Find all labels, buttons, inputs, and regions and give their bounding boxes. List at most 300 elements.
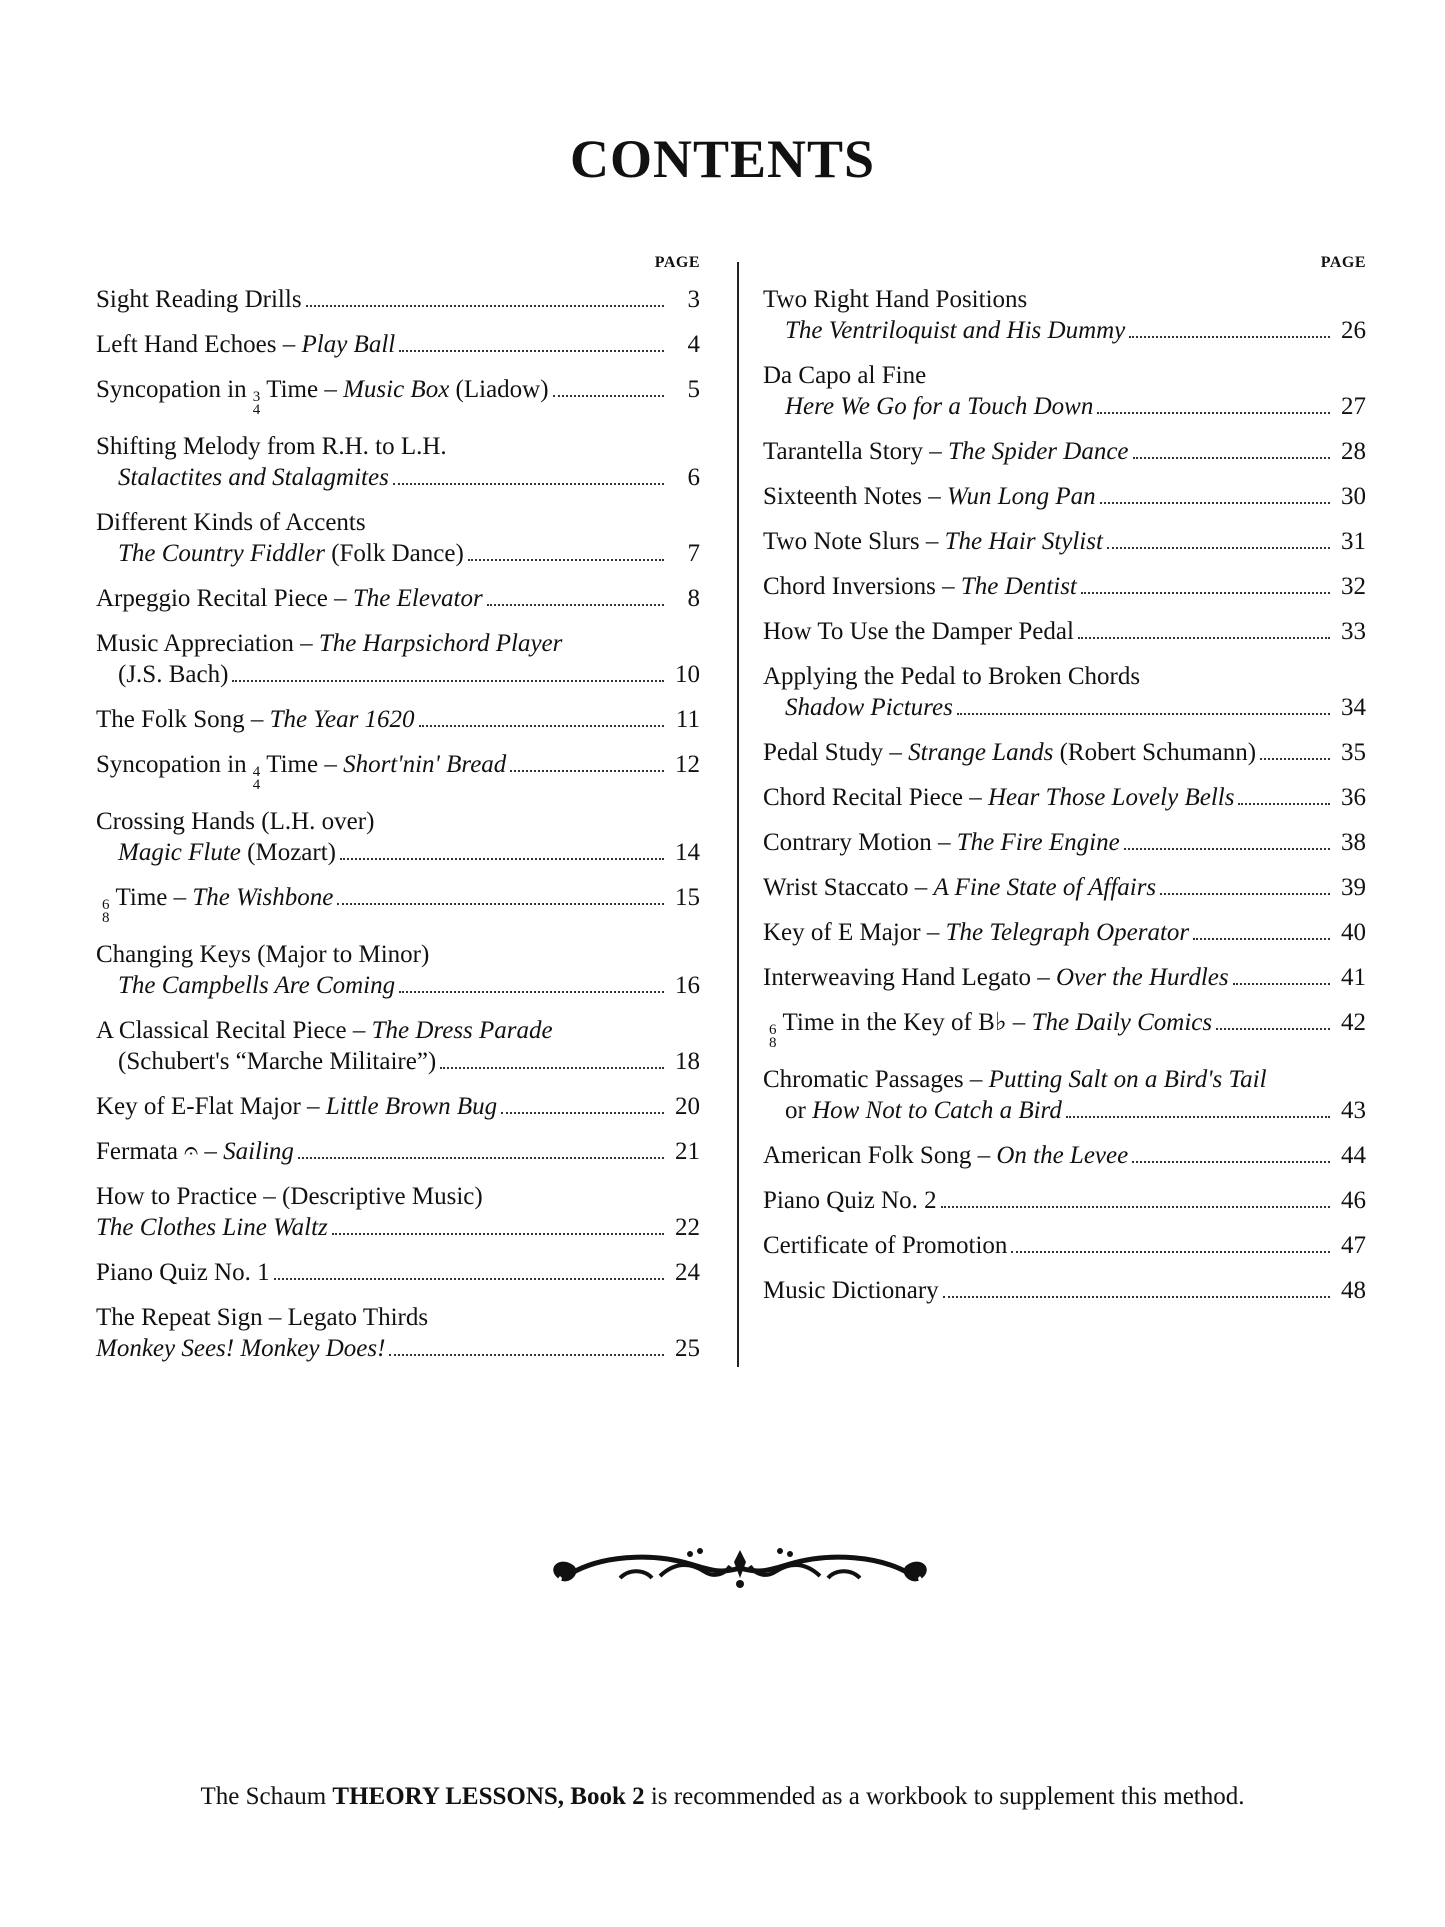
entry-piece-title: A Fine State of Affairs: [933, 874, 1157, 901]
dot-leader: [1100, 502, 1330, 504]
entry-piece-title: Magic Flute: [118, 839, 241, 866]
toc-entry: [763, 616, 1366, 647]
toc-entry-line: [763, 782, 1366, 813]
entry-piece-title: The Daily Comics: [1031, 1009, 1213, 1036]
dot-leader: [1133, 457, 1330, 459]
entry-piece-title: Over the Hurdles: [1055, 964, 1229, 991]
dot-leader: [274, 1278, 664, 1280]
toc-entry-line: [763, 661, 1366, 692]
contents-list-left: [96, 284, 700, 1364]
page-number: 41: [1341, 964, 1366, 991]
dot-leader: [1081, 592, 1330, 594]
entry-text: Contrary Motion –: [763, 829, 957, 856]
toc-entry: [763, 284, 1366, 346]
toc-entry-title: [763, 526, 1103, 557]
entry-text: Time –: [266, 376, 344, 403]
dot-leader: [1066, 1116, 1330, 1118]
time-signature-top: 6: [102, 897, 110, 913]
toc-entry: [96, 329, 700, 360]
toc-entry-line: [96, 374, 700, 417]
toc-entry-title: [763, 1064, 1267, 1095]
entry-piece-title: The Hair Stylist: [944, 528, 1103, 555]
dot-leader: [232, 680, 664, 682]
entry-text: Sixteenth Notes –: [763, 483, 948, 510]
page-number: 33: [1341, 618, 1366, 645]
entry-text: Time –: [115, 884, 193, 911]
entry-text: –: [198, 1138, 224, 1165]
footer-post: is recommended as a workbook to supplement this method.: [644, 1783, 1245, 1810]
toc-entry-line: [763, 1275, 1366, 1306]
toc-entry-subtitle: [118, 837, 336, 868]
toc-entry-line: [96, 939, 700, 970]
dot-leader: [1216, 1028, 1330, 1030]
page-number: 15: [675, 884, 700, 911]
dot-leader: [553, 395, 664, 397]
toc-entry-title: [763, 827, 1120, 858]
toc-entry: [96, 1302, 700, 1364]
toc-entry-title: [763, 782, 1234, 813]
page-number: 48: [1341, 1277, 1366, 1304]
page-number: 10: [675, 661, 700, 688]
page-column-label: PAGE: [654, 254, 700, 271]
toc-entry-title: [96, 704, 415, 735]
dot-leader: [1160, 893, 1330, 895]
toc-entry: [763, 962, 1366, 993]
entry-text: (Schubert's “Marche Militaire”): [118, 1048, 437, 1075]
entry-text: Chord Inversions –: [763, 573, 961, 600]
toc-entry-line: [763, 872, 1366, 903]
toc-entry: [763, 917, 1366, 948]
toc-entry: [763, 1064, 1366, 1126]
entry-text: Wrist Staccato –: [763, 874, 934, 901]
toc-entry-line: [96, 1136, 700, 1167]
time-signature-bottom: 4: [252, 402, 261, 418]
toc-entry-line: [96, 1212, 700, 1243]
toc-entry-line: [96, 462, 700, 493]
dot-leader: [1193, 938, 1330, 940]
toc-entry-title: [96, 1257, 270, 1288]
page-number: 30: [1341, 483, 1366, 510]
dot-leader: [510, 770, 664, 772]
toc-entry: [96, 1015, 700, 1077]
dot-leader: [399, 350, 664, 352]
entry-text: Piano Quiz No. 1: [96, 1259, 270, 1286]
toc-entry-title: [96, 374, 549, 417]
dot-leader: [440, 1067, 664, 1069]
toc-entry-title: [96, 431, 447, 462]
toc-entry-line: [96, 431, 700, 462]
toc-entry: [96, 374, 700, 417]
toc-entry-subtitle: [96, 1333, 385, 1364]
toc-entry-title: [763, 481, 1096, 512]
toc-entry-title: [96, 882, 333, 925]
toc-entry-line: [96, 837, 700, 868]
entry-piece-title: Wun Long Pan: [947, 483, 1096, 510]
toc-entry-title: [763, 917, 1189, 948]
toc-entry-line: [763, 571, 1366, 602]
toc-entry-title: [96, 1015, 553, 1046]
toc-entry: [763, 1230, 1366, 1261]
toc-entry-line: [763, 526, 1366, 557]
toc-entry-title: [96, 507, 366, 538]
toc-entry-line: [96, 1333, 700, 1364]
dot-leader: [1129, 336, 1330, 338]
toc-entry-line: [763, 962, 1366, 993]
page-number: 38: [1341, 829, 1366, 856]
page-number: 34: [1341, 694, 1366, 721]
toc-entry-title: [96, 939, 429, 970]
toc-entry: [763, 571, 1366, 602]
page-number: 7: [687, 540, 700, 567]
time-signature: [102, 899, 110, 925]
toc-entry: [96, 806, 700, 868]
toc-entry-line: [763, 436, 1366, 467]
dot-leader: [943, 1296, 1330, 1298]
contents-list-right: [763, 284, 1366, 1306]
toc-entry-line: [763, 284, 1366, 315]
fermata-icon: 𝄐: [184, 1138, 199, 1165]
entry-piece-title: The Wishbone: [192, 884, 334, 911]
dot-leader: [1097, 412, 1330, 414]
entry-text: or: [785, 1097, 813, 1124]
toc-entry: [763, 661, 1366, 723]
dot-leader: [337, 903, 664, 905]
entry-piece-title: The Year 1620: [269, 706, 415, 733]
dot-leader: [501, 1112, 664, 1114]
page-number: 35: [1341, 739, 1366, 766]
toc-entry-title: [763, 284, 1027, 315]
time-signature-top: 3: [252, 389, 261, 405]
toc-entry-line: [96, 329, 700, 360]
toc-entry-subtitle: [96, 1212, 328, 1243]
page-number: 42: [1341, 1009, 1366, 1036]
entry-piece-title: Strange Lands: [908, 739, 1054, 766]
dot-leader: [393, 483, 664, 485]
toc-entry-line: [96, 1015, 700, 1046]
toc-entry: [763, 526, 1366, 557]
entry-piece-title: Little Brown Bug: [325, 1093, 498, 1120]
entry-text: Tarantella Story –: [763, 438, 948, 465]
toc-entry-line: [763, 360, 1366, 391]
page-number: 21: [675, 1138, 700, 1165]
dot-leader: [487, 604, 664, 606]
entry-piece-title: Music Box: [343, 376, 450, 403]
dot-leader: [389, 1354, 664, 1356]
page-number: 31: [1341, 528, 1366, 555]
column-divider: [737, 262, 739, 1367]
toc-entry: [763, 737, 1366, 768]
entry-text: Left Hand Echoes –: [96, 331, 302, 358]
toc-entry-subtitle: [118, 1046, 436, 1077]
entry-text: Chromatic Passages –: [763, 1066, 989, 1093]
entry-piece-title: Play Ball: [301, 331, 396, 358]
entry-piece-title: The Dentist: [960, 573, 1077, 600]
page-number: 6: [687, 464, 700, 491]
dot-leader: [1233, 983, 1330, 985]
toc-entry-line: [96, 1257, 700, 1288]
page-number: 47: [1341, 1232, 1366, 1259]
toc-entry: [96, 1136, 700, 1167]
toc-entry-line: [763, 692, 1366, 723]
entry-text: Key of E Major –: [763, 919, 946, 946]
time-signature-top: 6: [769, 1022, 777, 1038]
entry-text: Shifting Melody from R.H. to L.H.: [96, 433, 447, 460]
toc-entry: [763, 360, 1366, 422]
entry-text: (Liadow): [449, 376, 549, 403]
dot-leader: [468, 559, 664, 561]
toc-entry-title: [96, 1302, 428, 1333]
entry-text: How to Practice – (Descriptive Music): [96, 1183, 483, 1210]
entry-piece-title: The Telegraph Operator: [945, 919, 1190, 946]
toc-entry: [763, 481, 1366, 512]
entry-piece-title: The Country Fiddler: [118, 540, 325, 567]
entry-text: Da Capo al Fine: [763, 362, 927, 389]
dot-leader: [1107, 547, 1330, 549]
toc-entry-line: [96, 1302, 700, 1333]
page-number: 3: [687, 286, 700, 313]
toc-entry-line: [763, 1064, 1366, 1095]
entry-piece-title: On the Levee: [996, 1142, 1129, 1169]
entry-text: Interweaving Hand Legato –: [763, 964, 1056, 991]
entry-text: American Folk Song –: [763, 1142, 997, 1169]
toc-entry-title: [763, 962, 1229, 993]
dot-leader: [332, 1233, 664, 1235]
toc-entry: [96, 1181, 700, 1243]
entry-piece-title: Here We Go for a Touch Down: [785, 393, 1094, 420]
time-signature-bottom: 4: [252, 777, 261, 793]
entry-text: Pedal Study –: [763, 739, 909, 766]
toc-entry-line: [763, 737, 1366, 768]
entry-piece-title: Short'nin' Bread: [343, 751, 507, 778]
toc-entry-title: [96, 1136, 294, 1167]
entry-piece-title: Monkey Sees! Monkey Does!: [96, 1335, 386, 1362]
entry-text: Chord Recital Piece –: [763, 784, 988, 811]
toc-entry-title: [763, 872, 1156, 903]
toc-entry-subtitle: [118, 462, 389, 493]
toc-entry-subtitle: [118, 970, 395, 1001]
page-number: 14: [675, 839, 700, 866]
dot-leader: [399, 991, 664, 993]
toc-entry: [763, 782, 1366, 813]
toc-entry-title: [96, 583, 483, 614]
page-number: 46: [1341, 1187, 1366, 1214]
toc-entry-title: [763, 360, 926, 391]
toc-entry: [96, 583, 700, 614]
toc-entry: [763, 872, 1366, 903]
toc-entry-title: [96, 1091, 497, 1122]
entry-piece-title: The Harpsichord Player: [318, 630, 563, 657]
dot-leader: [306, 305, 664, 307]
toc-entry-line: [96, 970, 700, 1001]
toc-entry-title: [96, 284, 302, 315]
toc-entry-line: [96, 806, 700, 837]
dot-leader: [340, 858, 664, 860]
entry-text: How To Use the Damper Pedal: [763, 618, 1074, 645]
toc-entry-title: [763, 1185, 937, 1216]
toc-entry: [96, 749, 700, 792]
toc-entry: [96, 1257, 700, 1288]
toc-entry-line: [96, 583, 700, 614]
entry-text: Fermata: [96, 1138, 185, 1165]
page-number: 25: [675, 1335, 700, 1362]
entry-text: Two Right Hand Positions: [763, 286, 1028, 313]
toc-entry-line: [763, 827, 1366, 858]
entry-piece-title: The Spider Dance: [948, 438, 1129, 465]
time-signature-top: 4: [252, 764, 261, 780]
toc-entry-line: [763, 917, 1366, 948]
page-number: 20: [675, 1093, 700, 1120]
toc-entry: [96, 939, 700, 1001]
entry-text: Crossing Hands (L.H. over): [96, 808, 375, 835]
time-signature: [253, 391, 261, 417]
entry-text: (Folk Dance): [324, 540, 464, 567]
entry-piece-title: The Ventriloquist and His Dummy: [785, 317, 1126, 344]
page-title: CONTENTS: [569, 129, 876, 189]
entry-text: Sight Reading Drills: [96, 286, 302, 313]
page-number: 4: [687, 331, 700, 358]
entry-text: Syncopation in: [96, 376, 247, 403]
entry-text: Syncopation in: [96, 751, 247, 778]
toc-entry-title: [763, 616, 1074, 647]
entry-text: Arpeggio Recital Piece –: [96, 585, 353, 612]
page-number: 12: [675, 751, 700, 778]
entry-text: Time –: [266, 751, 344, 778]
toc-entry-line: [763, 481, 1366, 512]
entry-piece-title: The Clothes Line Waltz: [96, 1214, 328, 1241]
toc-entry-title: [96, 329, 395, 360]
toc-entry-line: [96, 284, 700, 315]
toc-entry: [96, 882, 700, 925]
toc-entry-subtitle: [785, 391, 1093, 422]
entry-text: A Classical Recital Piece –: [96, 1017, 372, 1044]
footer-note: [0, 1783, 1445, 1811]
page-number: 11: [675, 706, 700, 733]
toc-entry-line: [763, 315, 1366, 346]
toc-entry-title: [763, 661, 1140, 692]
toc-entry-line: [96, 1181, 700, 1212]
entry-text: Certificate of Promotion: [763, 1232, 1008, 1259]
entry-text: Key of E-Flat Major –: [96, 1093, 326, 1120]
footer-bold: THEORY LESSONS, Book 2: [332, 1783, 645, 1810]
entry-text: The Repeat Sign – Legato Thirds: [96, 1304, 429, 1331]
toc-entry-subtitle: [785, 315, 1125, 346]
time-signature: [253, 766, 261, 792]
page-number: 18: [675, 1048, 700, 1075]
toc-entry-title: [96, 628, 562, 659]
toc-entry: [763, 827, 1366, 858]
entry-piece-title: The Elevator: [352, 585, 483, 612]
toc-entry: [96, 507, 700, 569]
toc-entry-title: [763, 1275, 939, 1306]
entry-piece-title: Sailing: [223, 1138, 294, 1165]
toc-entry-line: [96, 704, 700, 735]
toc-entry: [763, 1007, 1366, 1050]
toc-entry-line: [763, 391, 1366, 422]
toc-entry-title: [96, 749, 506, 792]
dot-leader: [941, 1206, 1330, 1208]
toc-entry-title: [763, 436, 1129, 467]
toc-entry: [763, 1275, 1366, 1306]
toc-entry-line: [763, 1095, 1366, 1126]
footer-pre: The Schaum: [200, 1783, 333, 1810]
toc-entry: [96, 1091, 700, 1122]
dot-leader: [1124, 848, 1330, 850]
entry-text: Different Kinds of Accents: [96, 509, 366, 536]
entry-piece-title: The Fire Engine: [956, 829, 1120, 856]
toc-entry-title: [763, 737, 1256, 768]
page-number: 43: [1341, 1097, 1366, 1124]
dot-leader: [1132, 1161, 1330, 1163]
toc-entry-title: [763, 1007, 1212, 1050]
toc-entry: [763, 436, 1366, 467]
entry-text: (Mozart): [240, 839, 336, 866]
entry-text: (J.S. Bach): [118, 661, 229, 688]
toc-entry-line: [96, 882, 700, 925]
entry-text: The Folk Song –: [96, 706, 270, 733]
toc-entry-line: [763, 1185, 1366, 1216]
toc-entry: [96, 628, 700, 690]
toc-entry: [96, 431, 700, 493]
dot-leader: [1238, 803, 1330, 805]
entry-piece-title: The Campbells Are Coming: [118, 972, 396, 999]
toc-entry-line: [763, 616, 1366, 647]
toc-entry-title: [763, 571, 1077, 602]
entry-text: Changing Keys (Major to Minor): [96, 941, 430, 968]
page-number: 26: [1341, 317, 1366, 344]
time-signature-bottom: 8: [102, 910, 110, 926]
time-signature: [769, 1024, 777, 1050]
toc-entry-line: [96, 1091, 700, 1122]
toc-entry-subtitle: [785, 1095, 1062, 1126]
toc-entry-line: [96, 628, 700, 659]
toc-entry-line: [96, 507, 700, 538]
entry-text: Music Appreciation –: [96, 630, 319, 657]
dot-leader: [298, 1157, 664, 1159]
toc-entry: [96, 704, 700, 735]
entry-piece-title: Putting Salt on a Bird's Tail: [988, 1066, 1267, 1093]
entry-text: Music Dictionary: [763, 1277, 939, 1304]
time-signature-bottom: 8: [769, 1035, 777, 1051]
page-number: 22: [675, 1214, 700, 1241]
entry-piece-title: Hear Those Lovely Bells: [987, 784, 1235, 811]
page-number: 5: [687, 376, 700, 403]
toc-entry-line: [96, 538, 700, 569]
contents-left-column: [96, 254, 700, 1378]
dot-leader: [957, 713, 1330, 715]
entry-piece-title: How Not to Catch a Bird: [812, 1097, 1062, 1124]
page-number: 24: [675, 1259, 700, 1286]
toc-entry-subtitle: [118, 538, 464, 569]
toc-entry-line: [763, 1230, 1366, 1261]
toc-entry: [96, 284, 700, 315]
page-column-label: PAGE: [1320, 254, 1366, 271]
page-number: 40: [1341, 919, 1366, 946]
toc-entry-line: [96, 659, 700, 690]
toc-entry-subtitle: [785, 692, 953, 723]
entry-text: (Robert Schumann): [1053, 739, 1257, 766]
page-number: 36: [1341, 784, 1366, 811]
entry-piece-title: Shadow Pictures: [785, 694, 953, 721]
entry-text: Two Note Slurs –: [763, 528, 945, 555]
toc-entry: [763, 1140, 1366, 1171]
page-number: 39: [1341, 874, 1366, 901]
page-number: 28: [1341, 438, 1366, 465]
toc-entry-line: [96, 1046, 700, 1077]
toc-entry-line: [763, 1140, 1366, 1171]
dot-leader: [1011, 1251, 1330, 1253]
toc-entry-title: [96, 1181, 483, 1212]
dot-leader: [1260, 758, 1330, 760]
